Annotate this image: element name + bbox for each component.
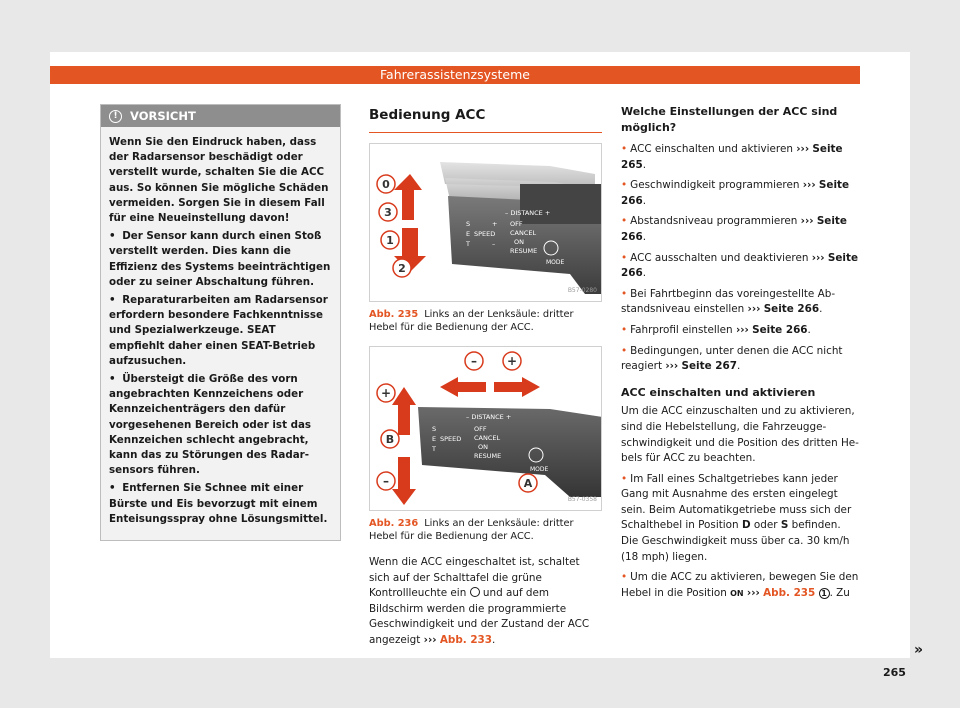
caution-body: [101, 127, 340, 527]
section-title: Bedienung ACC: [369, 107, 486, 123]
settings-item: • Abstandsniveau programmieren ››› Seite 266.: [621, 215, 847, 243]
caution-item: • Entfernen Sie Schnee mit einer Bürste und Eis bevorzugt mit einem Enteisungsspray ohne Lösungsmittel.: [109, 482, 328, 525]
intro-paragraph: Um die ACC einzuschalten und zu aktivieren, sind die Hebelstellung, die Fahrzeuggeschwindigkeit und die Position des dritten Hebels für ACC zu beachten.: [621, 405, 859, 465]
svg-text:–: –: [383, 474, 389, 488]
svg-text:+: +: [380, 386, 392, 400]
svg-text:OFF: OFF: [510, 220, 523, 228]
settings-item: • Bedingungen, unter denen die ACC nicht reagiert ››› Seite 267.: [621, 344, 843, 373]
svg-text:ON: ON: [478, 443, 488, 451]
callout-a: [519, 474, 537, 492]
svg-text:–: –: [492, 240, 496, 248]
left-column: [100, 104, 341, 541]
continued-marker: »: [914, 642, 924, 658]
on-position-label: ON: [730, 588, 744, 598]
svg-text:RESUME: RESUME: [474, 452, 502, 460]
svg-text:S: S: [432, 425, 437, 433]
svg-text:1: 1: [386, 234, 394, 247]
svg-text:RESUME: RESUME: [510, 247, 538, 255]
settings-item: • ACC ausschalten und deaktivieren ››› Seite 266.: [621, 251, 859, 280]
figure-caption: Abb. 235 Links an der Lenksäule: dritter Hebel für die Bedienung der ACC.: [369, 309, 574, 333]
svg-text:E: E: [432, 435, 437, 443]
caution-intro: Wenn Sie den Eindruck haben, dass der Radarsensor beschädigt oder verstellt wurde, schalten Sie die ACC aus. So können Sie mögliche Schäden vermeiden. Sorgen Sie in diesem Fall für eine Neueinstellung davon!: [109, 136, 329, 225]
callout-plus-left: [377, 384, 395, 402]
callout-minus-left: [377, 472, 395, 490]
svg-text:CANCEL: CANCEL: [510, 229, 537, 237]
gear-condition-item: • Im Fall eines Schaltgetriebes kann jeder Gang mit Ausnahme des ersten eingelegt sein. Beim Automatikgetriebe muss sich der Schalthebel in Position D oder S befinden. Die Geschwindigkeit muss über ca. 30 km/h (18 mph) liegen.: [621, 472, 852, 563]
callout-minus-top: [465, 352, 483, 370]
caution-header: [101, 105, 340, 127]
arrow-up-icon: [394, 174, 422, 220]
svg-text:E: E: [466, 230, 471, 238]
lever-distance-label: – DISTANCE +: [505, 209, 551, 217]
page-link[interactable]: Seite 266: [621, 179, 850, 207]
svg-text:+: +: [506, 354, 518, 368]
svg-text:3: 3: [384, 206, 392, 219]
acc-status-paragraph: Wenn die ACC eingeschaltet ist, schaltet sich auf der Schalttafel die grüne Kontrollleuchte ein und auf dem Bildschirm werden die programmierte Geschwindigkeit und der Zustand der ACC angezeigt ››› Abb. 233.: [369, 556, 590, 646]
callout-3: [379, 203, 397, 221]
caution-box: [100, 104, 341, 541]
acc-lever-illustration-1: [370, 144, 602, 302]
svg-text:+: +: [492, 220, 498, 228]
caution-item: • Der Sensor kann durch einen Stoß verstellt werden. Dies kann die Effizienz des Systems beeinträchtigen oder zu seiner Abschaltung führen.: [109, 230, 331, 288]
svg-text:B: B: [385, 433, 395, 446]
svg-text:T: T: [466, 240, 470, 248]
figure-id: B57-0280: [567, 287, 597, 295]
manual-page: [50, 52, 924, 679]
chapter-header: Fahrerassistenzsysteme: [50, 66, 860, 84]
svg-text:A: A: [523, 477, 533, 490]
callout-2: [393, 259, 411, 277]
figure-acc-lever-1: [369, 143, 602, 302]
settings-item: • Bei Fahrtbeginn das voreingestellte Abstandsniveau einstellen ››› Seite 266.: [621, 287, 836, 316]
callout-b: [381, 430, 399, 448]
svg-text:2: 2: [398, 262, 406, 275]
svg-text:MODE: MODE: [530, 466, 549, 473]
page-link[interactable]: Seite 267: [681, 360, 737, 373]
subheading-acc-on: ACC einschalten und aktivieren: [621, 385, 816, 399]
svg-text:CANCEL: CANCEL: [474, 434, 501, 442]
page-link[interactable]: Seite 265: [621, 143, 843, 171]
activate-item: • Um die ACC zu aktivieren, bewegen Sie den Hebel in die Position ON ››› Abb. 235 1 . Zu: [621, 571, 859, 599]
settings-item: • ACC einschalten und aktivieren ››› Seite 265.: [621, 143, 843, 171]
figure-caption: Abb. 236 Links an der Lenksäule: dritter Hebel für die Bedienung der ACC.: [369, 518, 574, 542]
svg-text:SPEED: SPEED: [474, 230, 496, 238]
svg-text:T: T: [432, 445, 436, 453]
svg-text:OFF: OFF: [474, 425, 487, 433]
callout-0: [377, 175, 395, 193]
caution-title: VORSICHT: [130, 109, 196, 123]
settings-item: • Fahrprofil einstellen ››› Seite 266.: [621, 323, 811, 336]
page-link[interactable]: Seite 266: [752, 323, 808, 336]
arrow-left-icon: [440, 377, 486, 397]
figure-id: B57-0358: [567, 496, 597, 504]
svg-text:MODE: MODE: [546, 259, 565, 266]
middle-column: [369, 104, 602, 654]
svg-text:ON: ON: [514, 238, 524, 246]
svg-text:– DISTANCE +: – DISTANCE +: [466, 413, 512, 421]
speedometer-indicator-icon: [470, 587, 480, 597]
page-number: 265: [883, 666, 906, 679]
callout-1: [381, 231, 399, 249]
caution-item: • Reparaturarbeiten am Radarsensor erfordern besondere Fachkenntnisse und Spezialwerkzeuge. SEAT empfiehlt daher einen SEAT-Betrieb aufzusuchen.: [109, 294, 328, 367]
settings-item: • Geschwindigkeit programmieren ››› Seite 266.: [621, 179, 850, 207]
callout-ref-1: 1: [819, 588, 830, 599]
page-link[interactable]: Seite 266: [621, 215, 847, 243]
link-abb-235[interactable]: Abb. 235: [763, 586, 816, 599]
caution-item: • Übersteigt die Größe des vorn angebrachten Kennzeichens oder Kennzeichenträgers den dafür vorgesehenen Bereich oder ist das Kennzeichen schlecht angebracht, kann das zu Störungen des Radarsensors führen.: [109, 373, 312, 477]
link-abb-233[interactable]: Abb. 233: [439, 633, 493, 646]
figure-acc-lever-2: [369, 346, 602, 511]
page-link[interactable]: Seite 266: [621, 251, 859, 280]
acc-lever-illustration-2: [370, 347, 602, 511]
info-icon: !: [109, 110, 122, 123]
title-divider: [369, 132, 602, 133]
callout-plus-top: [503, 352, 521, 370]
arrow-right-icon: [494, 377, 540, 397]
page-link[interactable]: Seite 266: [763, 303, 820, 316]
svg-text:–: –: [471, 354, 477, 368]
svg-text:0: 0: [382, 178, 390, 191]
right-column: [621, 104, 861, 606]
question-heading: Welche Einstellungen der ACC sind möglich?: [621, 105, 838, 134]
svg-text:SPEED: SPEED: [440, 435, 462, 443]
svg-text:S: S: [466, 220, 471, 228]
